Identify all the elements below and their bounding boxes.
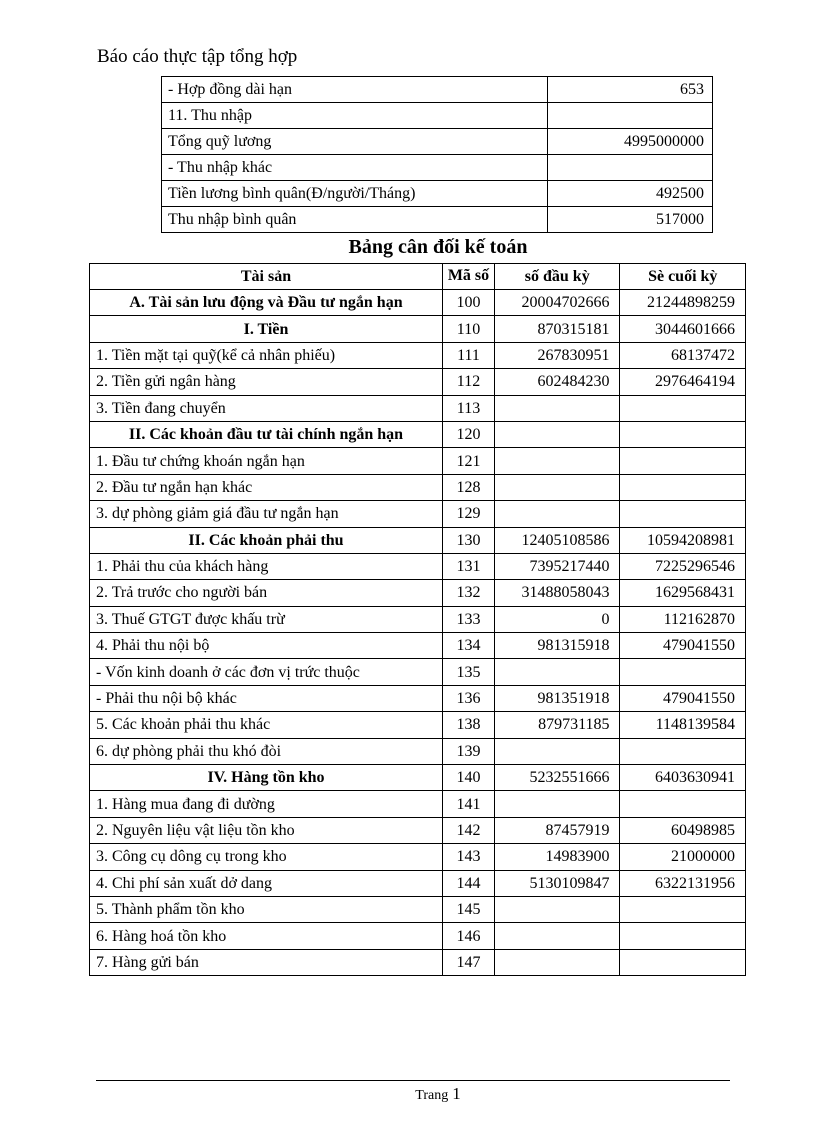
cell-code: 147 bbox=[442, 949, 494, 975]
cell-end-value bbox=[620, 474, 746, 500]
cell-code: 128 bbox=[442, 474, 494, 500]
cell-start-value: 7395217440 bbox=[495, 553, 620, 579]
header-code: Mã số bbox=[442, 264, 494, 290]
cell-start-value: 267830951 bbox=[495, 342, 620, 368]
cell-start-value bbox=[495, 923, 620, 949]
cell-code: 100 bbox=[442, 290, 494, 316]
cell-start-value bbox=[495, 738, 620, 764]
cell-code: 139 bbox=[442, 738, 494, 764]
summary-label: Tổng quỹ lương bbox=[162, 129, 548, 155]
summary-row bbox=[162, 129, 713, 155]
cell-start-value bbox=[495, 791, 620, 817]
cell-start-value bbox=[495, 501, 620, 527]
cell-code: 110 bbox=[442, 316, 494, 342]
cell-asset-name: 5. Các khoản phải thu khác bbox=[90, 712, 443, 738]
summary-value bbox=[548, 103, 713, 129]
summary-label: Tiền lương bình quân(Đ/người/Tháng) bbox=[162, 181, 548, 207]
table-row bbox=[90, 501, 746, 527]
cell-start-value bbox=[495, 659, 620, 685]
summary-table bbox=[161, 76, 713, 233]
cell-end-value bbox=[620, 949, 746, 975]
cell-asset-name: 2. Đầu tư ngắn hạn khác bbox=[90, 474, 443, 500]
summary-row bbox=[162, 77, 713, 103]
cell-asset-name: 4. Chi phí sản xuất dở dang bbox=[90, 870, 443, 896]
table-row bbox=[90, 527, 746, 553]
summary-label: - Hợp đồng dài hạn bbox=[162, 77, 548, 103]
cell-asset-name: - Vốn kinh doanh ở các đơn vị trức thuộc bbox=[90, 659, 443, 685]
cell-start-value: 981351918 bbox=[495, 685, 620, 711]
cell-asset-name: 1. Tiền mặt tại quỹ(kể cả nhân phiếu) bbox=[90, 342, 443, 368]
summary-value: 653 bbox=[548, 77, 713, 103]
footer-divider bbox=[96, 1080, 730, 1081]
cell-end-value: 68137472 bbox=[620, 342, 746, 368]
header-end: Sè cuối kỳ bbox=[620, 264, 746, 290]
cell-start-value: 981315918 bbox=[495, 633, 620, 659]
header-asset: Tài sản bbox=[90, 264, 443, 290]
table-row bbox=[90, 923, 746, 949]
table-row bbox=[90, 606, 746, 632]
page-footer bbox=[0, 1084, 816, 1104]
cell-start-value: 12405108586 bbox=[495, 527, 620, 553]
cell-code: 136 bbox=[442, 685, 494, 711]
cell-code: 133 bbox=[442, 606, 494, 632]
table-row bbox=[90, 844, 746, 870]
cell-end-value: 10594208981 bbox=[620, 527, 746, 553]
summary-label: 11. Thu nhập bbox=[162, 103, 548, 129]
table-row bbox=[90, 474, 746, 500]
cell-end-value bbox=[620, 448, 746, 474]
cell-start-value: 20004702666 bbox=[495, 290, 620, 316]
summary-value: 4995000000 bbox=[548, 129, 713, 155]
cell-asset-name: II. Các khoản phải thu bbox=[90, 527, 443, 553]
table-row bbox=[90, 553, 746, 579]
table-row bbox=[90, 448, 746, 474]
table-row bbox=[90, 633, 746, 659]
cell-end-value: 21244898259 bbox=[620, 290, 746, 316]
cell-code: 142 bbox=[442, 817, 494, 843]
table-row bbox=[90, 316, 746, 342]
cell-code: 131 bbox=[442, 553, 494, 579]
cell-code: 113 bbox=[442, 395, 494, 421]
cell-code: 121 bbox=[442, 448, 494, 474]
summary-label: - Thu nhập khác bbox=[162, 155, 548, 181]
table-row bbox=[90, 580, 746, 606]
table-row bbox=[90, 342, 746, 368]
cell-code: 132 bbox=[442, 580, 494, 606]
cell-code: 138 bbox=[442, 712, 494, 738]
table-row bbox=[90, 949, 746, 975]
cell-end-value: 479041550 bbox=[620, 685, 746, 711]
cell-code: 112 bbox=[442, 369, 494, 395]
cell-start-value: 14983900 bbox=[495, 844, 620, 870]
cell-end-value: 7225296546 bbox=[620, 553, 746, 579]
cell-start-value bbox=[495, 395, 620, 421]
table-row bbox=[90, 395, 746, 421]
summary-table-body bbox=[162, 77, 713, 233]
summary-row bbox=[162, 207, 713, 233]
cell-start-value bbox=[495, 474, 620, 500]
balance-sheet-body bbox=[90, 290, 746, 976]
cell-end-value bbox=[620, 791, 746, 817]
cell-end-value: 3044601666 bbox=[620, 316, 746, 342]
cell-code: 145 bbox=[442, 896, 494, 922]
cell-code: 146 bbox=[442, 923, 494, 949]
table-row bbox=[90, 765, 746, 791]
table-row bbox=[90, 290, 746, 316]
balance-sheet-title: Bảng cân đối kế toán bbox=[348, 236, 528, 258]
cell-end-value bbox=[620, 923, 746, 949]
table-row bbox=[90, 685, 746, 711]
summary-row bbox=[162, 155, 713, 181]
cell-asset-name: IV. Hàng tồn kho bbox=[90, 765, 443, 791]
cell-asset-name: A. Tài sản lưu động và Đầu tư ngắn hạn bbox=[90, 290, 443, 316]
cell-end-value: 1629568431 bbox=[620, 580, 746, 606]
table-row bbox=[90, 817, 746, 843]
summary-label: Thu nhập bình quân bbox=[162, 207, 548, 233]
header-row bbox=[90, 264, 746, 290]
table-row bbox=[90, 712, 746, 738]
balance-sheet-table bbox=[89, 263, 746, 976]
cell-end-value bbox=[620, 421, 746, 447]
table-row bbox=[90, 791, 746, 817]
table-row bbox=[90, 738, 746, 764]
cell-start-value: 602484230 bbox=[495, 369, 620, 395]
cell-start-value: 870315181 bbox=[495, 316, 620, 342]
cell-start-value: 879731185 bbox=[495, 712, 620, 738]
cell-asset-name: 3. Công cụ dông cụ trong kho bbox=[90, 844, 443, 870]
table-row bbox=[90, 659, 746, 685]
cell-asset-name: 2. Trả trước cho người bán bbox=[90, 580, 443, 606]
cell-code: 111 bbox=[442, 342, 494, 368]
cell-code: 135 bbox=[442, 659, 494, 685]
summary-value bbox=[548, 155, 713, 181]
cell-start-value: 31488058043 bbox=[495, 580, 620, 606]
table-row bbox=[90, 421, 746, 447]
summary-value: 517000 bbox=[548, 207, 713, 233]
cell-code: 143 bbox=[442, 844, 494, 870]
cell-asset-name: 6. dự phòng phải thu khó đòi bbox=[90, 738, 443, 764]
summary-row bbox=[162, 181, 713, 207]
cell-asset-name: 3. Thuế GTGT được khấu trừ bbox=[90, 606, 443, 632]
cell-asset-name: 3. Tiền đang chuyển bbox=[90, 395, 443, 421]
cell-start-value: 5232551666 bbox=[495, 765, 620, 791]
footer-label: Trang bbox=[415, 1088, 449, 1103]
cell-end-value bbox=[620, 896, 746, 922]
table-row bbox=[90, 870, 746, 896]
cell-start-value: 0 bbox=[495, 606, 620, 632]
cell-asset-name: 2. Nguyên liệu vật liệu tồn kho bbox=[90, 817, 443, 843]
cell-end-value: 479041550 bbox=[620, 633, 746, 659]
cell-code: 130 bbox=[442, 527, 494, 553]
cell-end-value: 6322131956 bbox=[620, 870, 746, 896]
cell-end-value: 6403630941 bbox=[620, 765, 746, 791]
cell-asset-name: 7. Hàng gửi bán bbox=[90, 949, 443, 975]
cell-asset-name: 5. Thành phẩm tồn kho bbox=[90, 896, 443, 922]
cell-end-value bbox=[620, 738, 746, 764]
cell-asset-name: II. Các khoản đầu tư tài chính ngắn hạn bbox=[90, 421, 443, 447]
cell-end-value bbox=[620, 659, 746, 685]
table-row bbox=[90, 896, 746, 922]
cell-end-value bbox=[620, 395, 746, 421]
cell-asset-name: 4. Phải thu nội bộ bbox=[90, 633, 443, 659]
cell-end-value: 2976464194 bbox=[620, 369, 746, 395]
cell-end-value: 112162870 bbox=[620, 606, 746, 632]
cell-asset-name: 1. Phải thu của khách hàng bbox=[90, 553, 443, 579]
cell-end-value: 21000000 bbox=[620, 844, 746, 870]
balance-sheet-header bbox=[90, 264, 746, 290]
cell-end-value bbox=[620, 501, 746, 527]
page-header-title: Báo cáo thực tập tổng hợp bbox=[97, 46, 298, 67]
cell-asset-name: 6. Hàng hoá tồn kho bbox=[90, 923, 443, 949]
cell-start-value: 5130109847 bbox=[495, 870, 620, 896]
cell-asset-name: 1. Hàng mua đang đi dường bbox=[90, 791, 443, 817]
cell-asset-name: 2. Tiền gửi ngân hàng bbox=[90, 369, 443, 395]
cell-asset-name: 3. dự phòng giảm giá đầu tư ngắn hạn bbox=[90, 501, 443, 527]
cell-code: 141 bbox=[442, 791, 494, 817]
cell-start-value: 87457919 bbox=[495, 817, 620, 843]
cell-code: 140 bbox=[442, 765, 494, 791]
cell-asset-name: I. Tiền bbox=[90, 316, 443, 342]
cell-asset-name: - Phải thu nội bộ khác bbox=[90, 685, 443, 711]
cell-start-value bbox=[495, 448, 620, 474]
cell-code: 120 bbox=[442, 421, 494, 447]
page-number: 1 bbox=[452, 1084, 461, 1103]
cell-end-value: 1148139584 bbox=[620, 712, 746, 738]
cell-code: 144 bbox=[442, 870, 494, 896]
cell-asset-name: 1. Đầu tư chứng khoán ngắn hạn bbox=[90, 448, 443, 474]
cell-start-value bbox=[495, 421, 620, 447]
cell-start-value bbox=[495, 949, 620, 975]
summary-row bbox=[162, 103, 713, 129]
header-start: số đầu kỳ bbox=[495, 264, 620, 290]
summary-value: 492500 bbox=[548, 181, 713, 207]
cell-start-value bbox=[495, 896, 620, 922]
cell-code: 129 bbox=[442, 501, 494, 527]
table-row bbox=[90, 369, 746, 395]
cell-code: 134 bbox=[442, 633, 494, 659]
cell-end-value: 60498985 bbox=[620, 817, 746, 843]
